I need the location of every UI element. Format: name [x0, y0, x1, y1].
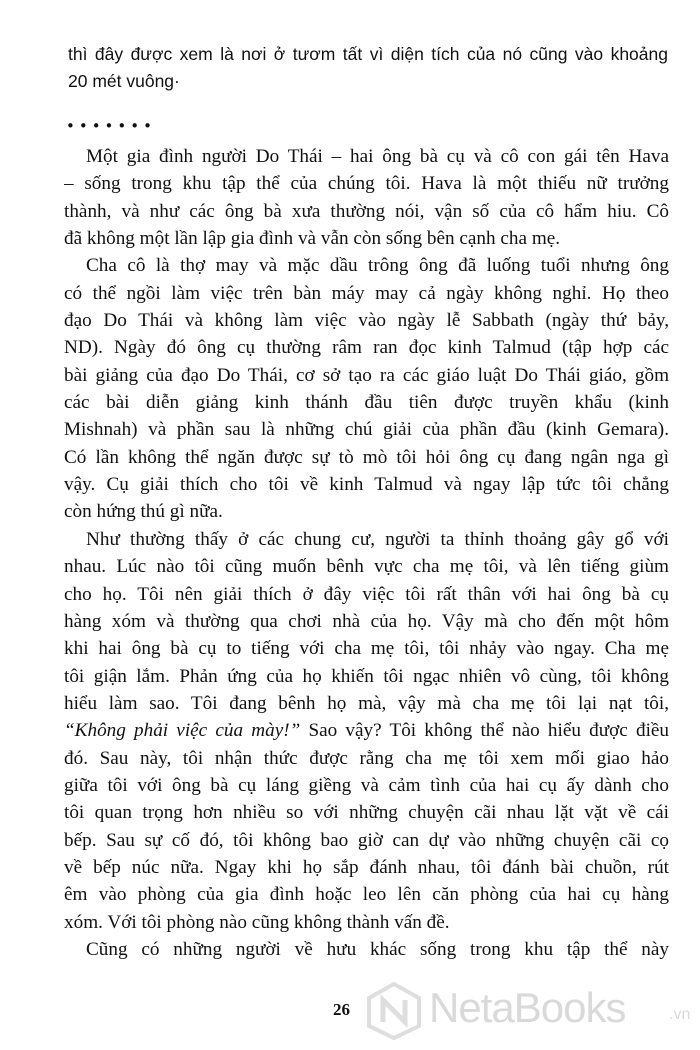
text-line: khi hai ông bà cụ to tiếng với cha mẹ tôi, tôi nhảy vào ngay. Cha mẹ: [64, 638, 669, 660]
text-line: Như thường thấy ở các chung cư, người ta thỉnh thoảng gây gổ với: [86, 528, 669, 550]
text-line: đã không một lần lập gia đình và vẫn còn sống bên cạnh cha mẹ.: [64, 228, 561, 250]
text-line: 20 mét vuông·: [68, 71, 180, 92]
watermark-suffix: .vn: [669, 1006, 691, 1023]
text-line: các bài diễn giảng kinh thánh đầu tiên được truyền khẩu (kinh: [64, 392, 669, 414]
text-line: đó. Sau này, tôi nhận thức được rằng cha mẹ tôi xem mối giao hảo: [64, 747, 669, 769]
text-line: tôi quan trọng hơn nhiều so với những chuyện cãi nhau lặt vặt về cái: [64, 802, 669, 824]
text-line: êm vào phòng của gia đình hoặc leo lên căn phòng của hai cụ hàng: [64, 884, 669, 906]
text-line: bài giảng của đạo Do Thái, cơ sở tạo ra các giáo luật Do Thái giáo, gồm: [64, 364, 669, 386]
body-text: [64, 143, 669, 963]
text-line: vậy. Cụ giải thích cho tôi về kinh Talmud và ngay lập tức tôi chẳng: [64, 474, 669, 496]
text-line: xóm. Với tôi phòng nào cũng không thành vấn đề.: [64, 911, 450, 933]
text-line: Cũng có những người về hưu khác sống trong khu tập thể này: [86, 938, 669, 960]
watermark: [365, 978, 695, 1040]
text-line: tôi giận lắm. Phản ứng của họ khiến tôi ngạc nhiên vô cùng, tôi không: [64, 665, 669, 687]
text-line: về bếp núc nữa. Ngay khi họ sắp đánh nhau, tôi đánh bài chuồn, rút: [64, 856, 669, 878]
text-line: hiểu làm sao. Tôi đang bênh họ mà, vậy mà cha mẹ tôi lại nạt tôi,: [64, 692, 669, 714]
text-line: cho họ. Tôi nên giải thích ở đây việc tôi rất thân với hai ông bà cụ: [64, 583, 669, 605]
netabooks-logo-icon: [365, 982, 423, 1040]
text-line: có thể ngồi làm việc trên bàn máy may cả ngày không nghỉ. Họ theo: [64, 282, 669, 304]
continued-paragraph: [68, 40, 668, 96]
text-line: đạo Do Thái và không làm việc vào ngày lễ Sabbath (ngày thứ bảy,: [64, 310, 669, 332]
text-line: còn hứng thú gì nữa.: [64, 501, 223, 523]
text-line: Mishnah) và phần sau là những chú giải của phần đầu (kinh Gemara).: [64, 419, 669, 441]
text-line: giữa tôi với ông bà cụ láng giềng và cảm tình của hai cụ ấy dành cho: [64, 774, 669, 796]
text-line: Sao vậy? Tôi không thể nào hiểu được điều: [308, 720, 669, 742]
text-line: hàng xóm và thường qua chơi nhà của họ. Vậy mà cho đến một hôm: [64, 610, 669, 632]
text-line: – sống trong khu tập thể của chúng tôi. Hava là một thiếu nữ trưởng: [64, 173, 669, 195]
text-line: thì đây được xem là nơi ở tươm tất vì diện tích của nó cũng vào khoảng: [68, 44, 668, 64]
page-number: 26: [333, 1000, 350, 1019]
text-line: thành, và như các ông bà xưa thường nói, vận số của cô hẩm hiu. Cô: [64, 200, 669, 222]
text-line-with-quote: [64, 717, 669, 744]
section-separator: •••••••: [66, 117, 156, 135]
watermark-text: NetaBooks: [429, 984, 626, 1031]
text-line: ND). Ngày đó ông cụ thường râm ran đọc kinh Talmud (tập hợp các: [64, 337, 669, 359]
text-line: nhau. Lúc nào tôi cũng muốn bênh vực cha mẹ tôi, và lên tiếng giùm: [64, 556, 669, 578]
text-line: Cha cô là thợ may và mặc dầu trông ông đã luống tuổi nhưng ông: [86, 255, 669, 277]
text-line: Có lần không thể ngăn được sự tò mò tôi hỏi ông cụ đang ngân nga gì: [64, 446, 669, 468]
text-line: Một gia đình người Do Thái – hai ông bà cụ và cô con gái tên Hava: [86, 146, 669, 167]
text-line: bếp. Sau sự cố đó, tôi không bao giờ can dự vào những chuyện cãi cọ: [64, 829, 669, 851]
italic-quote: “Không phải việc của mày!”: [64, 720, 301, 742]
